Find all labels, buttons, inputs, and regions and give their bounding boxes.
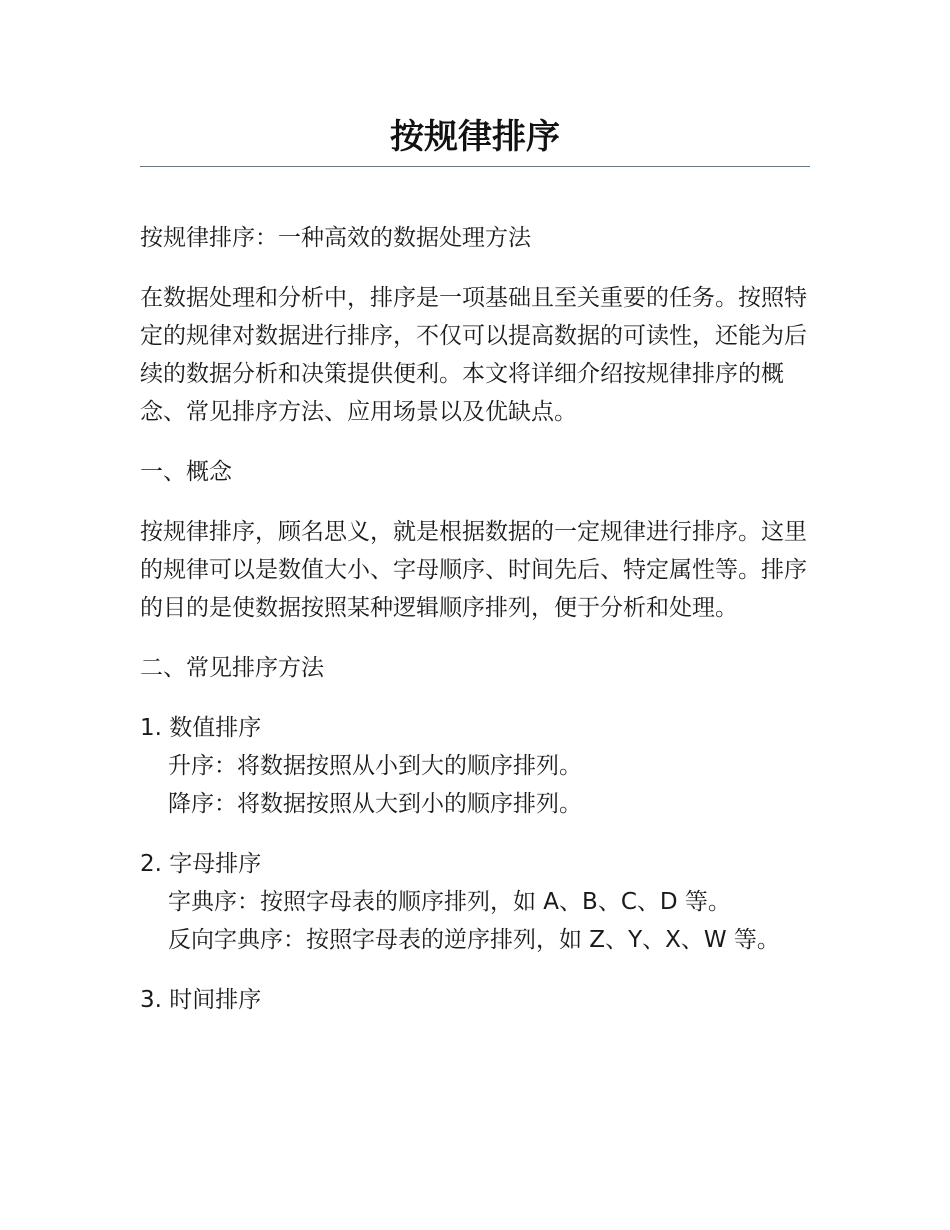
- method-alphabetic: [140, 845, 810, 959]
- method-alphabetic-heading: 2. 字母排序: [140, 851, 262, 877]
- method-alphabetic-reverse: 反向字典序：按照字母表的逆序排列，如 Z、Y、X、W 等。: [168, 927, 780, 953]
- document-body: [140, 219, 810, 1019]
- method-numeric-descending: 降序：将数据按照从大到小的顺序排列。: [168, 791, 582, 817]
- method-numeric: [140, 709, 810, 823]
- section-methods-heading: 二、常见排序方法: [140, 655, 324, 681]
- document-title: 按规律排序: [390, 117, 560, 157]
- method-time-heading: 3. 时间排序: [140, 987, 262, 1013]
- method-numeric-heading: 1. 数值排序: [140, 715, 262, 741]
- title-divider: [140, 166, 810, 167]
- method-alphabetic-lexicographic: 字典序：按照字母表的顺序排列，如 A、B、C、D 等。: [168, 889, 731, 915]
- intro-heading: 按规律排序：一种高效的数据处理方法: [140, 225, 531, 251]
- intro-paragraph: 在数据处理和分析中，排序是一项基础且至关重要的任务。按照特定的规律对数据进行排序，不仅可以提高数据的可读性，还能为后续的数据分析和决策提供便利。本文将详细介绍按规律排序的概念、常见排序方法、应用场景以及优缺点。: [140, 285, 807, 425]
- section-concept-heading: 一、概念: [140, 459, 232, 485]
- section-concept-paragraph: 按规律排序，顾名思义，就是根据数据的一定规律进行排序。这里的规律可以是数值大小、字母顺序、时间先后、特定属性等。排序的目的是使数据按照某种逻辑顺序排列，便于分析和处理。: [140, 519, 807, 621]
- method-time: [140, 981, 810, 1019]
- method-numeric-ascending: 升序：将数据按照从小到大的顺序排列。: [168, 753, 582, 779]
